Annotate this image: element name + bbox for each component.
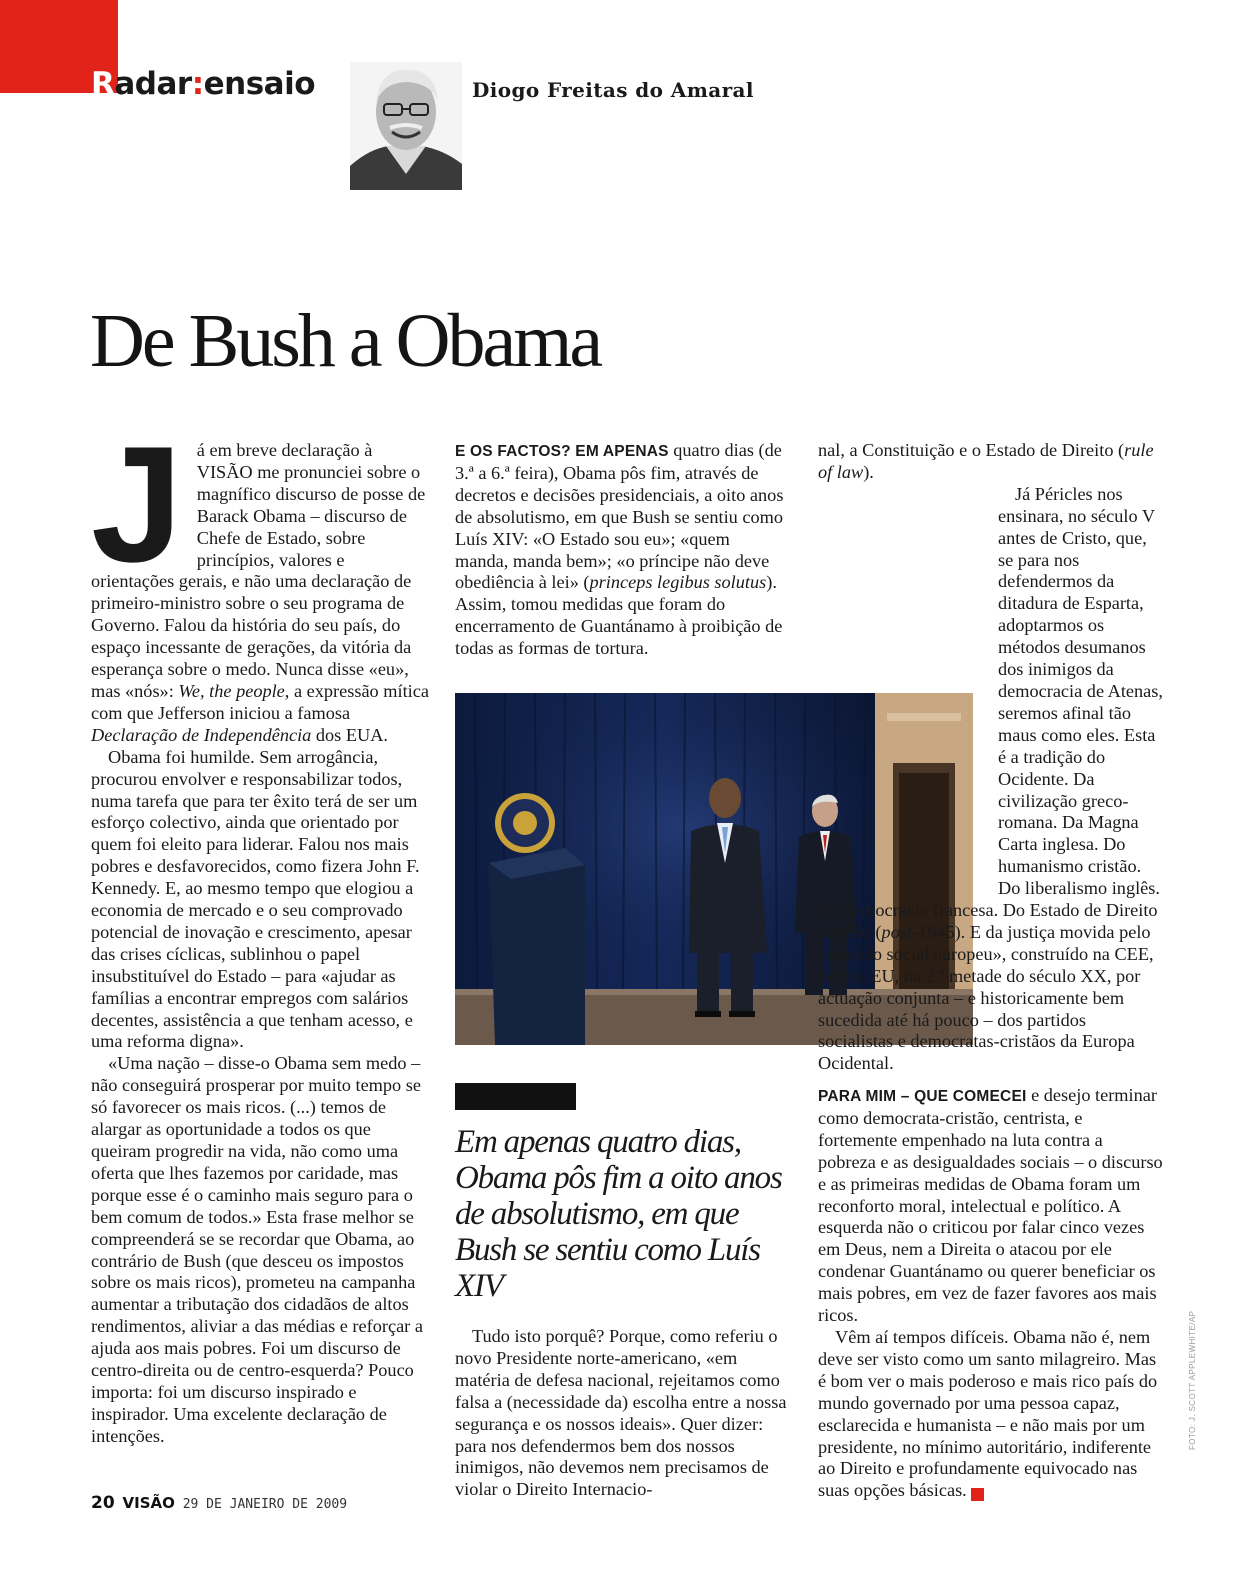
paragraph: Já em breve declaração à VISÃO me pronunciei sobre o magnífico discurso de posse de Barack Obama – discurso de Chefe de Estado, sobre princípios, valores e orientações gerais, e não uma declaração de primeiro-ministro sobre o seu programa de Governo. Falou da história do seu país, do espaço incessante de gerações, da vitória da esperança sobre o medo. Nunca disse «eu», mas «nós»: We, the people, a expressão mítica com que Jefferson iniciou a famosa Declaração de Independência dos EUA. xyxy=(91,412,429,745)
paragraph: Já Péricles nos ensinara, no século V antes de Cristo, que, se para nos defendermos da ditadura de Esparta, adoptarmos os métodos desumanos dos inimigos da democracia de Atenas, seremos afinal tão maus como eles. Esta é a tradição do Ocidente. Da civilização greco-romana. Da Magna Carta inglesa. Do humanismo cristão. Do liberalismo inglês. Da democracia francesa. Do Estado de Direito alemão (post-1945). E da justiça movida pelo «modelo social europeu», construído na CEE, depois EU, na 2.ª metade do século XX, por actuação conjunta – e historicamente bem sucedida até há pouco – dos partidos socialistas e democratas-cristãos da Europa Ocidental. xyxy=(818,483,1163,1074)
paragraph: Vêm aí tempos difíceis. Obama não é, nem deve ser visto como um santo milagreiro. Mas é bom ver o mais poderoso e mais rico país do mundo governado por uma pessoa capaz, esclarecida e humanista – e não mais por um presidente, no mínimo autoritário, indiferente ao Direito e profundamente equivocado nas suas opções básicas. V xyxy=(818,1326,1158,1501)
issue-date: 29 DE JANEIRO DE 2009 xyxy=(182,1497,348,1512)
article-column-3 xyxy=(818,440,1163,1075)
paragraph: Obama foi humilde. Sem arrogância, procurou envolver e responsabilizar todos, numa tarefa que para ter êxito terá de ser um esforço colectivo, ainda que orientado por quem foi eleito para liderar. Falou nos mais pobres e desfavorecidos, como fizera John F. Kennedy. E, ao mesmo tempo que elogiou a economia de mercado e o seu comprovado potencial de inovação e crescimento, apesar das crises cíclicas, sublinhou o papel insubstituível do Estado – para «ajudar as famílias a encontrar empregos com salários decentes, assistência a que tenham acesso, e uma reforma digna». xyxy=(91,746,420,1052)
photo-credit: FOTO: J. SCOTT APPLEWHITE/AP xyxy=(1188,1310,1197,1450)
section-label xyxy=(91,64,315,104)
paragraph: «Uma nação – disse-o Obama sem medo – não conseguirá prosperar por muito tempo se só favorecer os mais ricos. (...) temos de alargar as oportunidade a todos os que queiram progredir na vida, não como uma oferta que lhes fazemos por caridade, mas porque esse é o caminho mais seguro para o bem comum de todos.» Esta frase melhor se compreenderá se se recordar que Obama, ao contrário de Bush (que desceu os impostos sobre os mais ricos), prometeu na campanha aumentar a tributação dos cidadãos de altos rendimentos, aliviar a das médias e reforçar a ajuda aos mais pobres. Foi um discurso de centro-direita ou de centro-esquerda? Pouco importa: foi um discurso inspirado e inspirador. Uma excelente declaração de intenções. xyxy=(91,1053,423,1446)
paragraph: Tudo isto porquê? Porque, como referiu o novo Presidente norte-americano, «em matéria de defesa nacional, rejeitamos como falsa a (necessidade da) escolha entre a nossa segurança e os nossos ideais». Quer dizer: para nos defendermos bem dos nossos inimigos, não devemos nem precisamos de violar o Direito Internacio- xyxy=(455,1326,787,1500)
section-label-name: adar xyxy=(114,66,192,102)
magazine-name: VISÃO xyxy=(122,1494,175,1512)
article-column-2 xyxy=(455,440,787,660)
paragraph: PARA MIM – QUE COMECEI e desejo terminar como democrata-cristão, centrista, e fortemente empenhado na luta contra a pobreza e as desigualdades sociais – o discurso e as primeiras medidas de Obama foram um reconforto moral, intelectual e político. A esquerda não o criticou por falar cinco vezes em Deus, nem a Direita o atacou por ele condenar Guantánamo ou querer beneficiar os mais pobres, em vez de fazer favores aos mais ricos. xyxy=(818,1085,1163,1326)
paragraph: E OS FACTOS? EM APENAS quatro dias (de 3.ª a 6.ª feira), Obama pôs fim, através de decretos e decisões presidenciais, a oito anos de absolutismo, em que Bush se sentiu como Luís XIV: «O Estado sou eu»; «quem manda, manda bem»; «o príncipe não deve obediência à lei» (princeps legibus solutus). Assim, tomou medidas que foram do encerramento de Guantánamo à proibição de todas as formas de tortura. xyxy=(455,440,784,659)
article-column-2-lower xyxy=(455,1326,787,1501)
lead-in: E OS FACTOS? EM APENAS xyxy=(455,443,669,460)
article-column-3-lower xyxy=(818,1085,1163,1502)
pull-quote: Em apenas quatro dias, Obama pôs fim a oito anos de absolutismo, em que Bush se sentiu como Luís XIV xyxy=(455,1124,782,1304)
section-label-sub: ensaio xyxy=(203,66,315,102)
page-number: 20 xyxy=(91,1493,115,1513)
end-mark-icon: V xyxy=(971,1488,984,1501)
drop-cap: J xyxy=(91,412,183,596)
paragraph: nal, a Constituição e o Estado de Direito (rule of law). xyxy=(818,440,1154,482)
section-label-colon: : xyxy=(191,66,204,102)
article-column-1 xyxy=(91,412,429,1448)
headline: De Bush a Obama xyxy=(90,299,601,383)
author-portrait xyxy=(350,62,462,190)
pullquote-bar xyxy=(455,1083,576,1110)
section-label-initial: R xyxy=(91,66,115,102)
author-name: Diogo Freitas do Amaral xyxy=(472,78,754,102)
lead-in: PARA MIM – QUE COMECEI xyxy=(818,1088,1027,1105)
page-footer xyxy=(91,1493,347,1513)
text-wrap-spacer xyxy=(818,681,998,899)
